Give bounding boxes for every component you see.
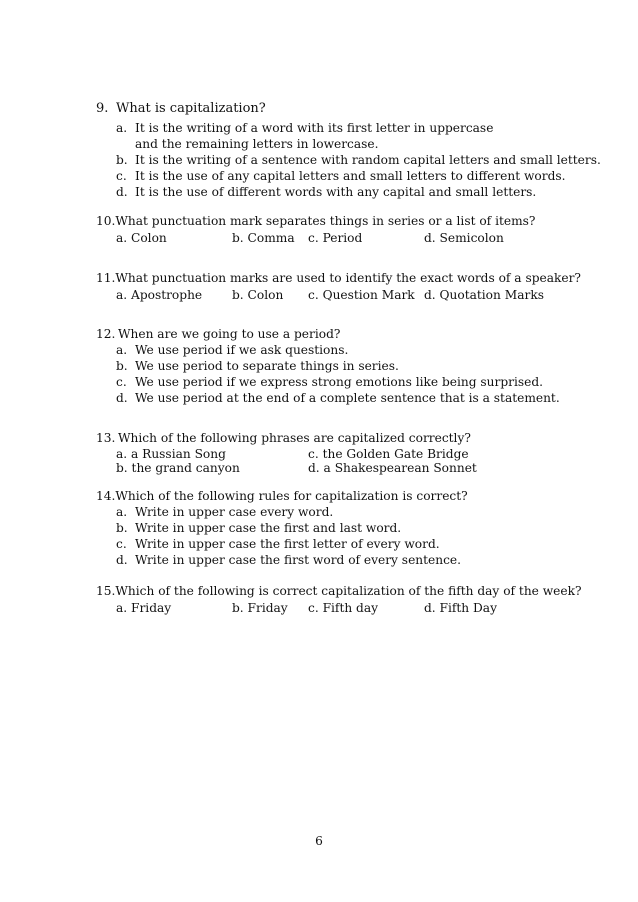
- choice-text: We use period if we express strong emotions like being surprised.: [135, 375, 544, 389]
- page-number: 6: [315, 834, 323, 848]
- question-text: What is capitalization?: [116, 101, 266, 116]
- choice-letter: b.: [116, 153, 128, 167]
- choice-text: Write in upper case the first and last word.: [135, 521, 402, 535]
- choice-d: d. Fifth Day: [424, 601, 497, 615]
- question-10: [96, 213, 576, 246]
- question-number: 12.: [96, 327, 116, 341]
- choice-a: [116, 504, 576, 520]
- choice-a: a. Friday: [116, 601, 172, 615]
- question-14: [96, 488, 576, 568]
- question-9: [96, 101, 601, 200]
- choice-a: a. Apostrophe: [116, 288, 203, 302]
- question-number: 9.: [96, 101, 109, 116]
- choice-text: We use period to separate things in series.: [135, 359, 399, 373]
- choice-b: b. Colon: [232, 288, 284, 302]
- choice-letter: b.: [116, 521, 128, 535]
- choice-letter: d.: [116, 391, 128, 405]
- choice-c: c. Fifth day: [308, 601, 379, 615]
- choice-b: b. the grand canyon: [116, 461, 240, 475]
- question-text: What punctuation marks are used to identify the exact words of a speaker?: [115, 271, 581, 285]
- question-number: 11.: [96, 271, 116, 285]
- question-text: When are we going to use a period?: [118, 327, 341, 341]
- choice-text: Write in upper case every word.: [135, 505, 334, 519]
- question-number: 15.: [96, 584, 116, 598]
- choice-text: It is the writing of a sentence with random capital letters and small letters.: [135, 153, 601, 167]
- choice-a: a. a Russian Song: [116, 447, 226, 461]
- choice-d: d. Semicolon: [424, 231, 504, 245]
- question-11: [96, 270, 581, 303]
- choice-c: [116, 374, 576, 390]
- question-number: 14.: [96, 489, 116, 503]
- choice-letter: a.: [116, 505, 128, 519]
- choice-text: We use period if we ask questions.: [135, 343, 349, 357]
- choice-text: Write in upper case the first word of every sentence.: [135, 553, 461, 567]
- question-text: Which of the following rules for capitalization is correct?: [115, 489, 468, 503]
- question-text: Which of the following is correct capitalization of the fifth day of the week?: [115, 584, 582, 598]
- choice-text: We use period at the end of a complete sentence that is a statement.: [135, 391, 560, 405]
- question-text: What punctuation mark separates things in series or a list of items?: [115, 214, 536, 228]
- choice-letter: a.: [116, 121, 128, 135]
- question-text: Which of the following phrases are capitalized correctly?: [118, 431, 471, 445]
- choice-text: It is the writing of a word with its first letter in uppercase and the remaining letters in lowercase.: [135, 121, 494, 151]
- choice-a: a. Colon: [116, 231, 167, 245]
- choice-c: [116, 168, 576, 184]
- choice-letter: c.: [116, 375, 127, 389]
- choice-text: It is the use of different words with any capital and small letters.: [135, 185, 537, 199]
- choice-c: c. the Golden Gate Bridge: [308, 447, 469, 461]
- choice-letter: b.: [116, 359, 128, 373]
- choice-b: b. Comma: [232, 231, 295, 245]
- choice-c: c. Period: [308, 231, 363, 245]
- choice-text: Write in upper case the first letter of every word.: [135, 537, 440, 551]
- choice-c: [116, 536, 576, 552]
- choice-letter: c.: [116, 537, 127, 551]
- choice-text: It is the use of any capital letters and small letters to different words.: [135, 169, 566, 183]
- choice-b: [116, 358, 576, 374]
- question-number: 10.: [96, 214, 116, 228]
- question-number: 13.: [96, 431, 116, 445]
- choice-letter: c.: [116, 169, 127, 183]
- choice-a: [116, 120, 576, 152]
- choice-letter: d.: [116, 553, 128, 567]
- choice-d: d. a Shakespearean Sonnet: [308, 461, 477, 475]
- choice-a: [116, 342, 576, 358]
- question-15: [96, 583, 582, 616]
- choice-b: [116, 152, 601, 168]
- choice-b: [116, 520, 576, 536]
- question-12: [96, 326, 576, 406]
- choice-d: d. Quotation Marks: [424, 288, 544, 302]
- choice-letter: a.: [116, 343, 128, 357]
- choice-d: [116, 390, 576, 406]
- choice-b: b. Friday: [232, 601, 288, 615]
- choice-letter: d.: [116, 185, 128, 199]
- question-13: [96, 430, 576, 476]
- choice-d: [116, 552, 576, 568]
- choice-c: c. Question Mark: [308, 288, 415, 302]
- choice-d: [116, 184, 576, 200]
